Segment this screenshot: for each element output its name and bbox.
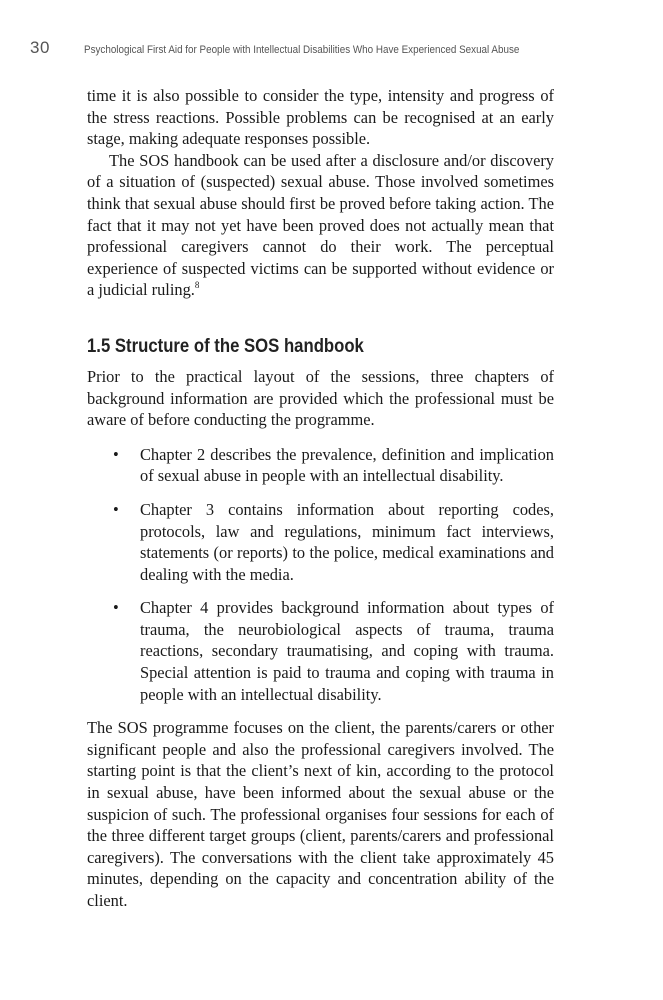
paragraph-disclosure-text: The SOS handbook can be used after a disclosure and/or discovery of a situation of (suspected) sexual abuse. Those involved sometimes think that sexual abuse should first be proved before taking action. The fact that it may not yet have been proved does not actually mean that professional caregivers cannot do their work. The perceptual experience of suspected victims can be supported without evidence or a judicial ruling.: [87, 150, 554, 300]
paragraph-continued: time it is also possible to consider the type, intensity and progress of the stress reactions. Possible problems can be recognised at an early stage, making adequate responses possible.: [87, 86, 554, 149]
list-item-text: Chapter 3 contains information about reporting codes, protocols, law and regulations, minimum fact interviews, statements (or reports) to the police, medical examinations and dealing with the media.: [140, 499, 554, 584]
list-item: [87, 499, 554, 585]
bullet-icon: •: [113, 598, 119, 618]
list-item: [87, 444, 554, 487]
list-item-text: Chapter 4 provides background information about types of trauma, the neurobiological aspects of trauma, trauma reactions, secondary traumatising, and coping with trauma. Special attention is paid to trauma and coping with trauma in people with an intellectual disability.: [140, 598, 554, 704]
page-number: 30: [30, 38, 50, 57]
running-title: Psychological First Aid for People with Intellectual Disabilities Who Have Experienced Sexual Abuse: [84, 44, 520, 56]
paragraph-disclosure: [87, 150, 554, 301]
chapter-list: [87, 444, 554, 706]
paragraph-intro: Prior to the practical layout of the sessions, three chapters of background information are provided which the professional must be aware of before conducting the programme.: [87, 366, 554, 430]
bullet-icon: •: [113, 444, 119, 464]
list-item: [87, 597, 554, 705]
paragraph-programme: The SOS programme focuses on the client, the parents/carers or other significant people and also the professional caregivers involved. The starting point is that the client’s next of kin, according to the protocol in sexual abuse, have been informed about the sexual abuse or the suspicion of such. The professional organises four sessions for each of the three different target groups (client, parents/carers and professional caregivers). The conversations with the client take approximately 45 minutes, depending on the capacity and concentration ability of the client.: [87, 718, 554, 910]
footnote-reference: 8: [194, 280, 200, 291]
list-item-text: Chapter 2 describes the prevalence, definition and implication of sexual abuse in people with an intellectual disability.: [140, 444, 554, 486]
page-body: [87, 85, 554, 912]
running-header: [30, 38, 650, 62]
section-heading: 1.5 Structure of the SOS handbook: [87, 335, 364, 357]
bullet-icon: •: [113, 499, 119, 519]
